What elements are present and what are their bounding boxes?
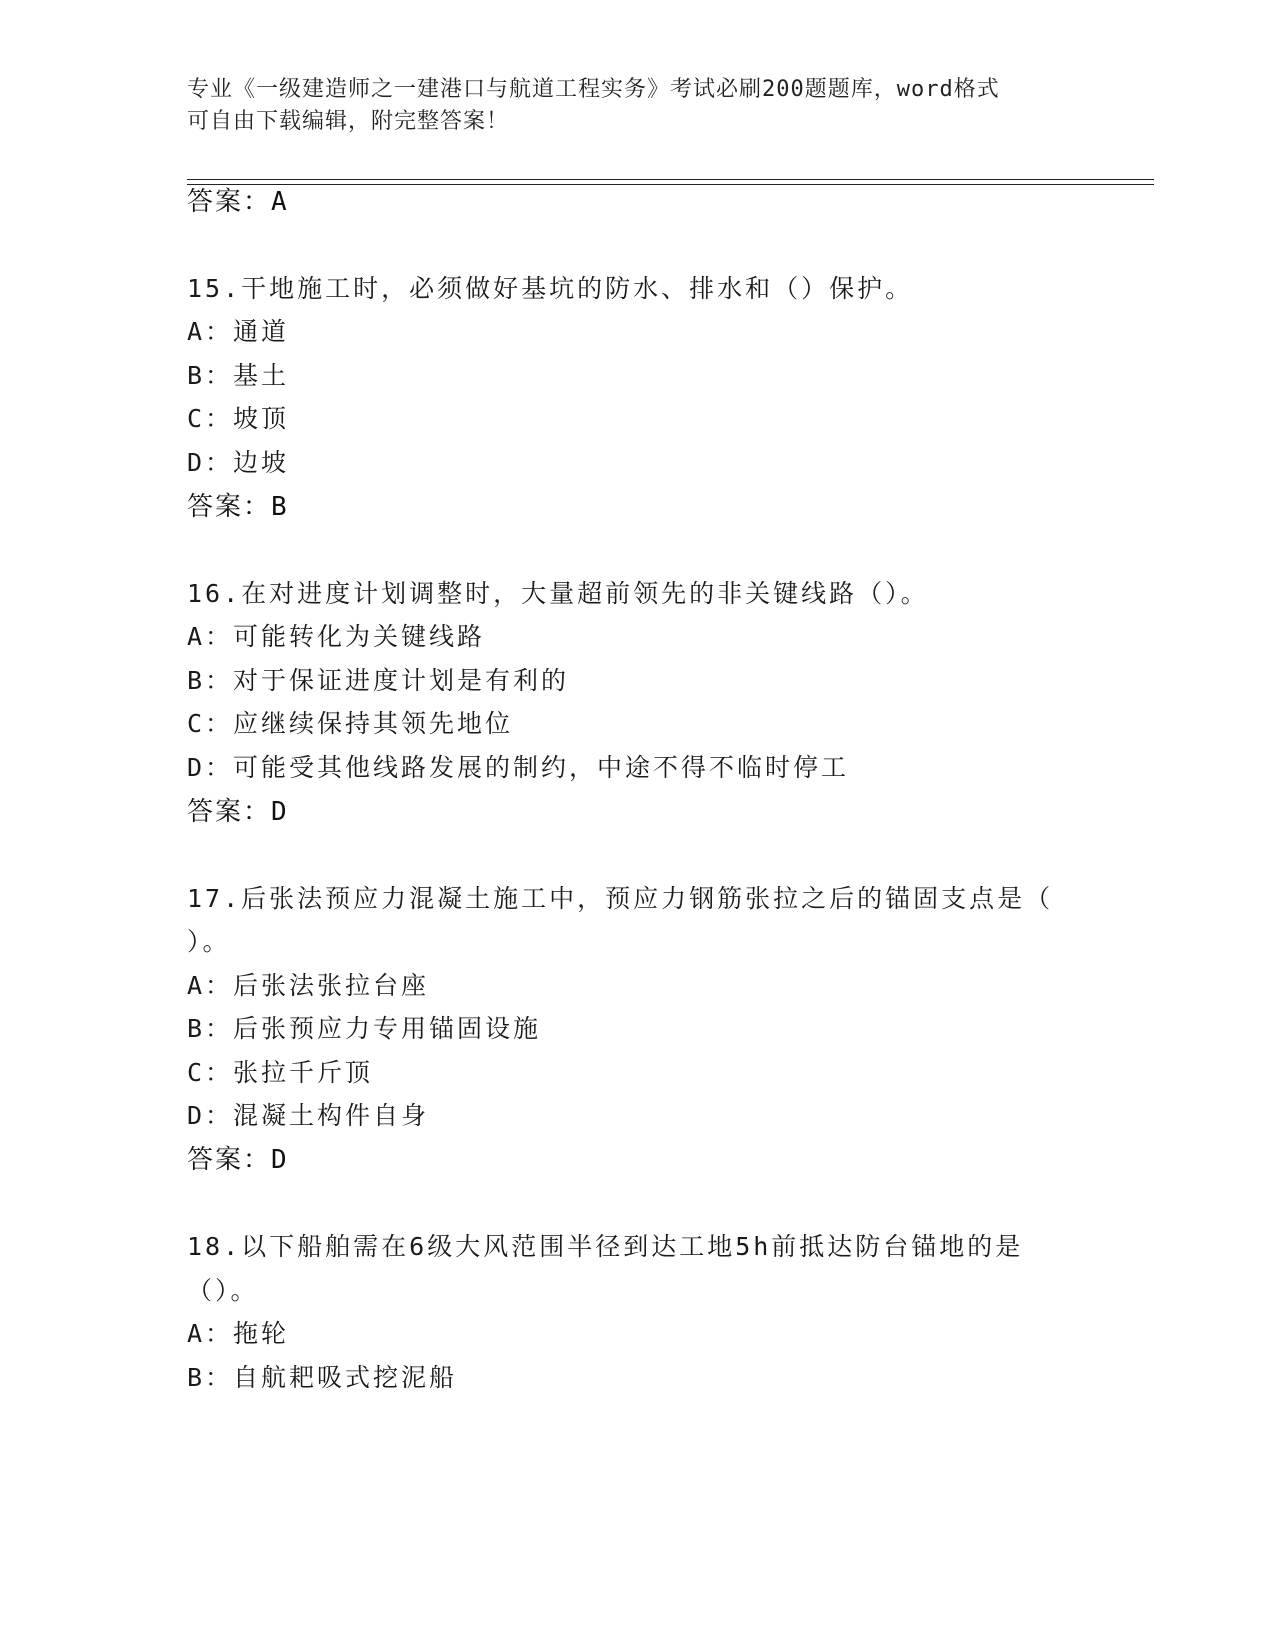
answer-line: 答案：B — [187, 492, 289, 522]
question-option: A：后张法张拉台座 — [187, 971, 430, 1000]
question-option: B：基土 — [187, 361, 290, 390]
question-option: B：后张预应力专用锚固设施 — [187, 1014, 542, 1043]
question-stem: 17.后张法预应力混凝土施工中，预应力钢筋张拉之后的锚固支点是（ — [187, 884, 1054, 913]
document-header — [187, 74, 1067, 138]
question-option: A：通道 — [187, 317, 290, 346]
question-stem-continued: ）。 — [187, 927, 231, 956]
question-option: C：应继续保持其领先地位 — [187, 709, 514, 738]
question-stem: 18.以下船舶需在6级大风范围半径到达工地5h前抵达防台锚地的是 — [187, 1232, 1024, 1261]
question-stem-continued: （）。 — [187, 1276, 259, 1305]
answer-line: 答案：D — [187, 797, 289, 827]
question-option: A：可能转化为关键线路 — [187, 622, 486, 651]
question-option: B：对于保证进度计划是有利的 — [187, 666, 570, 695]
header-divider-bottom — [187, 184, 1154, 185]
question-stem: 16.在对进度计划调整时，大量超前领先的非关键线路（）。 — [187, 579, 929, 608]
question-stem: 15.干地施工时，必须做好基坑的防水、排水和（）保护。 — [187, 274, 914, 303]
answer-line: 答案：A — [187, 187, 289, 217]
header-line-1: 专业《一级建造师之一建港口与航道工程实务》考试必刷200题题库，word格式 — [187, 77, 1000, 102]
question-option: D：可能受其他线路发展的制约，中途不得不临时停工 — [187, 753, 850, 782]
question-option: C：坡顶 — [187, 404, 290, 433]
header-divider-top — [187, 179, 1154, 180]
question-option: C：张拉千斤顶 — [187, 1058, 374, 1087]
header-line-2: 可自由下载编辑，附完整答案！ — [187, 109, 510, 134]
question-option: D：边坡 — [187, 448, 290, 477]
answer-line: 答案：D — [187, 1145, 289, 1175]
question-option: B：自航耙吸式挖泥船 — [187, 1363, 458, 1392]
question-option: A：拖轮 — [187, 1319, 290, 1348]
question-option: D：混凝土构件自身 — [187, 1101, 430, 1130]
